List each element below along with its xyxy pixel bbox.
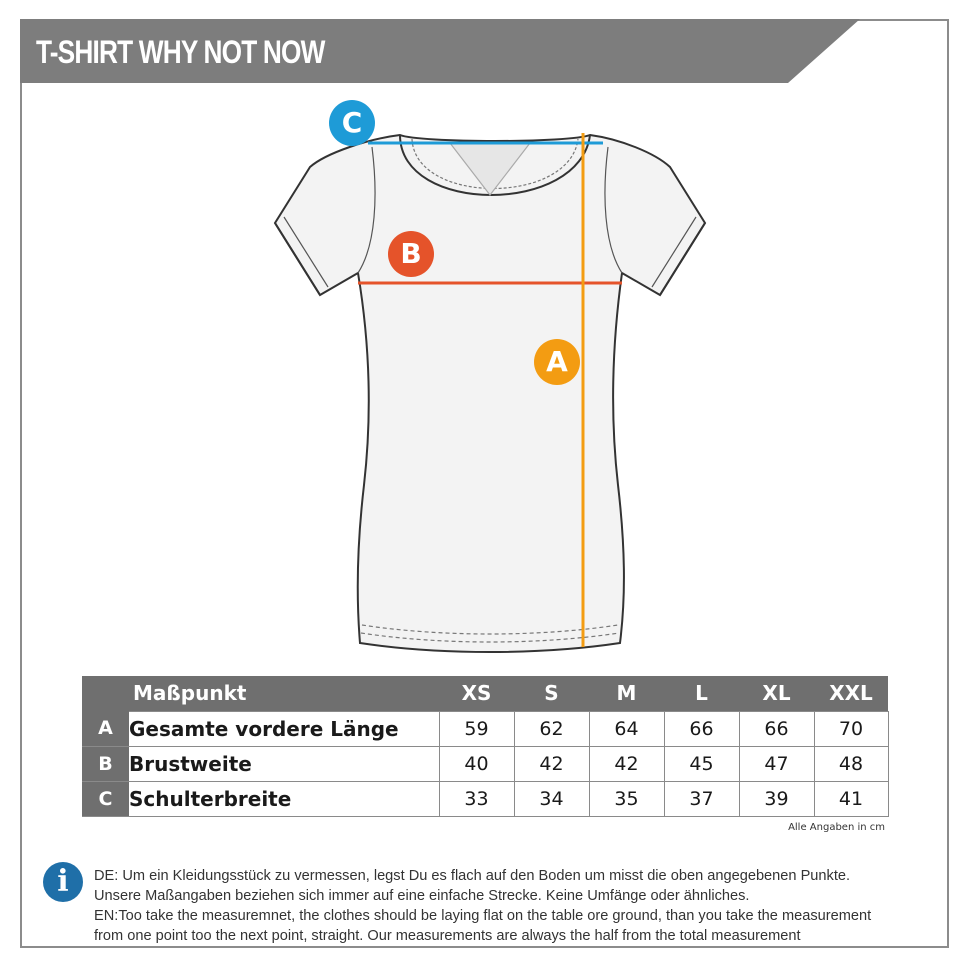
badge-b: B bbox=[388, 231, 434, 277]
tshirt-illustration bbox=[260, 95, 720, 660]
header-letter-cell bbox=[82, 676, 129, 711]
row-value: 59 bbox=[439, 711, 514, 746]
header-size-l: L bbox=[664, 676, 739, 711]
header-size-xl: XL bbox=[739, 676, 814, 711]
units-note: Alle Angaben in cm bbox=[788, 822, 885, 833]
row-letter: A bbox=[82, 711, 129, 746]
info-text bbox=[94, 866, 944, 946]
row-value: 64 bbox=[589, 711, 664, 746]
row-value: 42 bbox=[589, 746, 664, 781]
table-row bbox=[82, 781, 888, 816]
badge-c: C bbox=[329, 100, 375, 146]
row-label: Brustweite bbox=[129, 746, 439, 781]
table-header-row bbox=[82, 676, 888, 711]
info-line: DE: Um ein Kleidungsstück zu vermessen, legst Du es flach auf den Boden um misst die oben angegebenen Punkte. bbox=[94, 868, 851, 884]
header-size-xs: XS bbox=[439, 676, 514, 711]
page-title: T-SHIRT WHY NOT NOW bbox=[36, 34, 325, 70]
info-glyph: i bbox=[57, 864, 69, 899]
row-value: 66 bbox=[664, 711, 739, 746]
row-value: 42 bbox=[514, 746, 589, 781]
size-table bbox=[82, 676, 889, 817]
row-value: 35 bbox=[589, 781, 664, 816]
header-size-xxl: XXL bbox=[814, 676, 888, 711]
info-icon bbox=[43, 862, 83, 902]
row-value: 48 bbox=[814, 746, 888, 781]
header-size-s: S bbox=[514, 676, 589, 711]
row-value: 41 bbox=[814, 781, 888, 816]
row-value: 66 bbox=[739, 711, 814, 746]
row-label: Gesamte vordere Länge bbox=[129, 711, 439, 746]
info-line: Unsere Maßangaben beziehen sich immer auf eine einfache Strecke. Keine Umfänge oder ähnliches. bbox=[94, 888, 750, 904]
info-line: from one point too the next point, straight. Our measurements are always the half from the total measurement bbox=[94, 928, 801, 944]
row-letter: B bbox=[82, 746, 129, 781]
row-value: 70 bbox=[814, 711, 888, 746]
badge-a: A bbox=[534, 339, 580, 385]
row-value: 40 bbox=[439, 746, 514, 781]
row-value: 34 bbox=[514, 781, 589, 816]
info-line: EN:Too take the measuremnet, the clothes should be laying flat on the table ore ground, than you take the measurement bbox=[94, 908, 872, 924]
table-row bbox=[82, 746, 888, 781]
header-measure-point: Maßpunkt bbox=[129, 676, 439, 711]
row-value: 39 bbox=[739, 781, 814, 816]
row-value: 33 bbox=[439, 781, 514, 816]
row-value: 45 bbox=[664, 746, 739, 781]
row-value: 47 bbox=[739, 746, 814, 781]
header-size-m: M bbox=[589, 676, 664, 711]
table-row bbox=[82, 711, 888, 746]
row-value: 37 bbox=[664, 781, 739, 816]
row-letter: C bbox=[82, 781, 129, 816]
row-value: 62 bbox=[514, 711, 589, 746]
row-label: Schulterbreite bbox=[129, 781, 439, 816]
